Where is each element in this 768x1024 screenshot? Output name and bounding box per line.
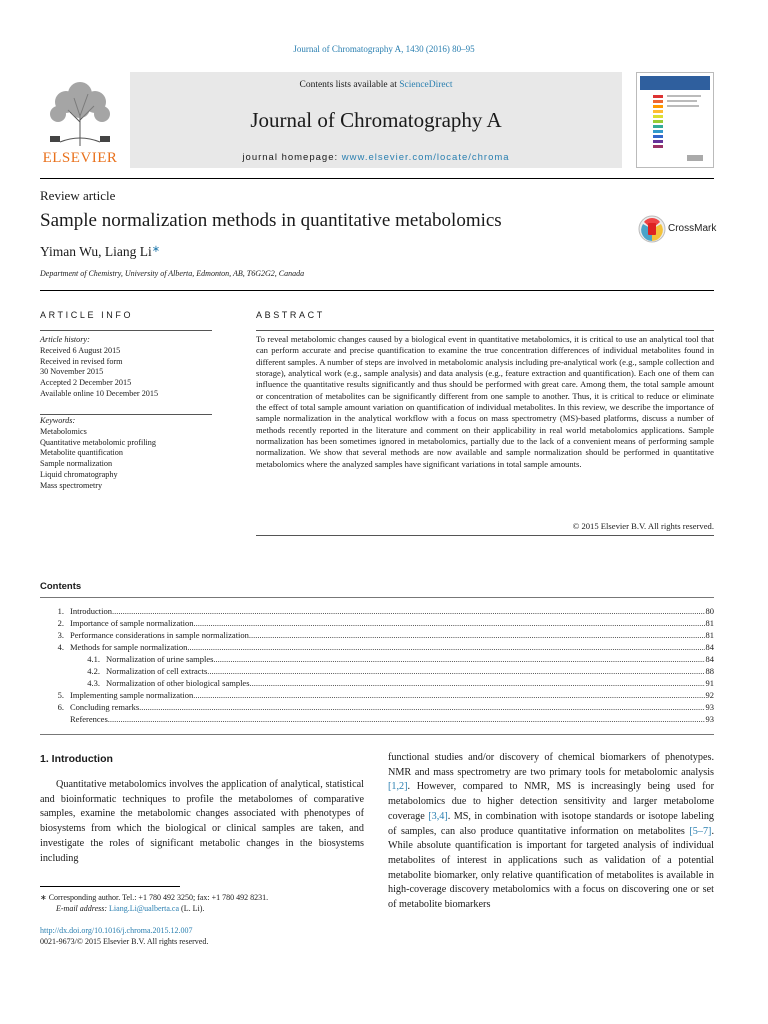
keyword: Quantitative metabolomic profiling: [40, 437, 156, 447]
toc-page: 88: [705, 666, 714, 676]
citation-link[interactable]: [5–7]: [689, 825, 712, 837]
footnote-rule: [40, 886, 180, 887]
toc-title: Concluding remarks: [70, 702, 140, 712]
abstract-end-rule: [256, 535, 714, 536]
contents-rule: [40, 597, 714, 598]
citation-link[interactable]: [1,2]: [388, 781, 408, 793]
toc-row[interactable]: [40, 641, 714, 653]
toc-row[interactable]: [40, 665, 714, 677]
toc-number: 6.: [57, 702, 64, 712]
history-item: Accepted 2 December 2015: [40, 378, 132, 388]
author-list: [40, 244, 160, 260]
toc-page: 84: [705, 642, 714, 652]
toc-number: 4.3.: [87, 678, 100, 688]
keyword: Sample normalization: [40, 459, 113, 469]
keywords-block: [40, 416, 212, 492]
toc-title: Performance considerations in sample normalization: [70, 630, 249, 640]
toc-title: Importance of sample normalization: [70, 618, 194, 628]
keyword: Metabolomics: [40, 426, 87, 436]
body-column-right: [388, 751, 714, 913]
toc-page: 92: [705, 690, 714, 700]
toc-title: References: [70, 714, 108, 724]
contents-prefix: Contents lists available at: [299, 80, 400, 90]
doi-link[interactable]: http://dx.doi.org/10.1016/j.chroma.2015.12.007: [40, 926, 193, 935]
crossmark-icon: [638, 214, 666, 244]
toc-page: 81: [705, 630, 714, 640]
toc-page: 80: [705, 606, 714, 616]
email-suffix: (L. Li).: [179, 904, 205, 913]
article-title: Sample normalization methods in quantitative metabolomics: [40, 210, 502, 231]
email-label: E-mail address:: [56, 904, 110, 913]
toc-number: 4.1.: [87, 654, 100, 664]
abstract-text: To reveal metabolomic changes caused by a biological event in quantitative metabolomics, it is critical to use an analytical tool that can perform accurate and precise quantification to examine the true concentration differences of individual metabolites found in different samples. A number of steps are involved in metabolomic analysis including pre-analytical work (e.g., sample collection and storage), analytical work (e.g., sample analysis) and data analysis (e.g., feature extraction and quantification). Each one of them can influence the quantitative results significantly and thus should be performed with great care. Among them, the total sample amount or concentration of metabolites can be significantly different from one sample to another. Thus, it is critical to reduce or eliminate the effect of total sample amount variation on quantification of individual metabolites. In this review, we describe the importance of sample normalization in the analytical workflow with a focus on mass spectrometry (MS)-based platforms, discuss a number of methods recently reported in the literature and comment on their applicability in real world metabolomics applications. Sample normalization has been sometimes ignored in metabolomics, partially due to the lack of a convenient means of performing sample normalization. We show that several methods are now available and sample normalization should be performed in quantitative metabolomics where the analyzed samples have significant variations in total sample amounts.: [256, 334, 714, 469]
email-link[interactable]: Liang.Li@ualberta.ca: [109, 904, 180, 913]
body-text: . MS, in combination with isotope standards or isotope labeling of samples, can also produce quantitative information on metabolites: [388, 810, 715, 837]
journal-citation[interactable]: Journal of Chromatography A, 1430 (2016) 80–95: [293, 44, 475, 54]
history-item: Available online 10 December 2015: [40, 388, 159, 398]
toc-page: 91: [705, 678, 714, 688]
table-of-contents: [40, 605, 714, 725]
sciencedirect-link[interactable]: ScienceDirect: [399, 80, 453, 90]
toc-number: 1.: [57, 606, 64, 616]
keyword: Mass spectrometry: [40, 480, 103, 490]
article-history: [40, 335, 212, 400]
elsevier-wordmark: ELSEVIER: [42, 150, 118, 166]
toc-row[interactable]: [40, 629, 714, 641]
toc-number: 4.: [57, 642, 64, 652]
issn-copyright: 0021-9673/© 2015 Elsevier B.V. All rights reserved.: [40, 937, 209, 946]
toc-number: 4.2.: [87, 666, 100, 676]
contents-heading: Contents: [40, 581, 82, 592]
toc-page: 93: [705, 702, 714, 712]
intro-paragraph: Quantitative metabolomics involves the application of analytical, statistical and bioinformatic techniques to profile the metabolomes of comparative samples, examine the metabolomic changes associated with phenotypes of biosystems from which the biological or clinical samples are taken, and investigate the roles of significant metabolic changes in the biosystems including: [40, 779, 364, 864]
toc-row[interactable]: [40, 689, 714, 701]
toc-title: Implementing sample normalization: [70, 690, 194, 700]
toc-page: 81: [705, 618, 714, 628]
history-item: Received 6 August 2015: [40, 345, 121, 355]
toc-title: Methods for sample normalization: [70, 642, 188, 652]
authors-names: Yiman Wu, Liang Li: [40, 244, 152, 259]
journal-cover-thumbnail[interactable]: [636, 72, 714, 168]
toc-row[interactable]: [40, 713, 714, 725]
toc-row[interactable]: [40, 617, 714, 629]
toc-title: Introduction: [70, 606, 113, 616]
contents-available-line: [130, 80, 622, 90]
keyword: Liquid chromatography: [40, 469, 118, 479]
crossmark-badge[interactable]: [638, 214, 716, 244]
toc-row[interactable]: [40, 605, 714, 617]
email-footnote: [56, 903, 204, 914]
author-affiliation: Department of Chemistry, University of Alberta, Edmonton, AB, T6G2G2, Canada: [40, 269, 305, 278]
homepage-prefix: journal homepage:: [242, 152, 342, 163]
contents-end-rule: [40, 734, 714, 735]
toc-page: 93: [705, 714, 714, 724]
toc-row[interactable]: [40, 677, 714, 689]
toc-number: 2.: [57, 618, 64, 628]
toc-number: 3.: [57, 630, 64, 640]
keyword: Metabolite quantification: [40, 448, 123, 458]
article-info-divider: [40, 414, 212, 415]
article-type: Review article: [40, 188, 116, 203]
history-label: Article history:: [40, 335, 90, 344]
keywords-label: Keywords:: [40, 416, 76, 425]
crossmark-label: CrossMark: [668, 223, 717, 234]
journal-title: Journal of Chromatography A: [250, 108, 502, 132]
history-item: Received in revised form: [40, 356, 123, 366]
corresponding-author-marker[interactable]: ∗: [151, 244, 161, 255]
toc-title: Normalization of other biological samples: [106, 678, 250, 688]
toc-page: 84: [705, 654, 714, 664]
abstract-rule: [256, 330, 714, 331]
section-heading-introduction: 1. Introduction: [40, 753, 113, 765]
abstract-heading: ABSTRACT: [256, 310, 325, 320]
toc-row[interactable]: [40, 653, 714, 665]
body-column-left: [40, 778, 364, 866]
header-divider: [40, 178, 714, 179]
journal-homepage: [130, 152, 622, 163]
body-text: . However, compared to NMR, MS is increasingly being used for metabolomics due to higher detection sensitivity and larger metabolome coverage: [388, 781, 714, 822]
toc-title: Normalization of cell extracts: [106, 666, 208, 676]
citation-link[interactable]: [3,4]: [428, 810, 448, 822]
toc-number: [40, 713, 70, 725]
history-item: 30 November 2015: [40, 367, 104, 377]
homepage-link[interactable]: www.elsevier.com/locate/chroma: [341, 152, 510, 163]
body-text: functional studies and/or discovery of chemical biomarkers of phenotypes. NMR and mass spectrometry are two primary tools for metabolomic analysis: [388, 752, 714, 778]
toc-number: 5.: [57, 690, 64, 700]
article-info-rule: [40, 330, 212, 331]
title-divider: [40, 290, 714, 291]
corresponding-author-footnote: ∗ Corresponding author. Tel.: +1 780 492 3250; fax: +1 780 492 8231.: [40, 893, 269, 902]
abstract-copyright: © 2015 Elsevier B.V. All rights reserved.: [572, 521, 714, 531]
toc-title: Normalization of urine samples: [106, 654, 214, 664]
article-info-heading: ARTICLE INFO: [40, 310, 134, 320]
body-text: . While absolute quantification is important for targeted analysis of individual metabolites of interest in applications such as validation of a potential metabolite biomarker, only relative quantification of metabolites is available in high-coverage discovery metabolomics with a focus on discovering one or set of metabolite biomarkers: [388, 825, 714, 911]
toc-row[interactable]: [40, 701, 714, 713]
